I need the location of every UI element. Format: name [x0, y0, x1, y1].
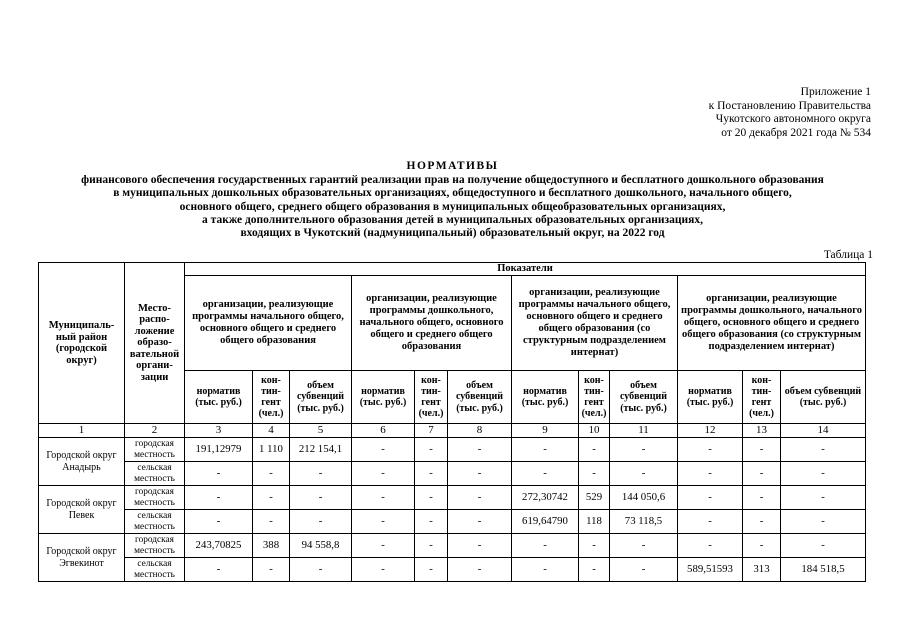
- location-cell: сельская местность: [125, 462, 185, 486]
- value-cell: -: [610, 462, 678, 486]
- value-cell: -: [352, 462, 415, 486]
- value-cell: -: [512, 462, 579, 486]
- header-location: Место-распо-ложение образо-вательной органи-зации: [125, 263, 185, 424]
- document-heading: [20, 160, 885, 240]
- heading-line: основного общего, среднего общего образования в муниципальных общеобразовательных организациях,: [179, 200, 726, 213]
- column-number: 1: [39, 424, 125, 438]
- heading-line: а также дополнительного образования детей в муниципальных образовательных организациях,: [202, 213, 703, 226]
- value-cell: -: [290, 510, 352, 534]
- column-number-row: [39, 424, 866, 438]
- column-number: 3: [185, 424, 253, 438]
- table-row: [39, 462, 866, 486]
- value-cell: -: [448, 558, 512, 582]
- value-cell: -: [512, 534, 579, 558]
- value-cell: -: [290, 558, 352, 582]
- value-cell: -: [743, 462, 781, 486]
- column-number: 4: [253, 424, 290, 438]
- value-cell: -: [610, 534, 678, 558]
- value-cell: -: [579, 534, 610, 558]
- header-group-1: организации, реализующие программы начального общего, основного общего и среднего общего образования: [185, 276, 352, 371]
- value-cell: -: [290, 486, 352, 510]
- value-cell: -: [448, 510, 512, 534]
- value-cell: 73 118,5: [610, 510, 678, 534]
- value-cell: 191,12979: [185, 438, 253, 462]
- value-cell: 1 110: [253, 438, 290, 462]
- column-number: 5: [290, 424, 352, 438]
- value-cell: 388: [253, 534, 290, 558]
- header-contingent: кон-тин-гент (чел.): [415, 371, 448, 424]
- value-cell: -: [290, 462, 352, 486]
- heading-line: финансового обеспечения государственных гарантий реализации прав на получение общедоступного и бесплатного дошкольного образования: [81, 174, 824, 187]
- location-cell: городская местность: [125, 438, 185, 462]
- column-number: 6: [352, 424, 415, 438]
- table-row: [39, 558, 866, 582]
- header-group-2: организации, реализующие программы дошкольного, начального общего, основного общего и среднего общего образования: [352, 276, 512, 371]
- value-cell: -: [743, 534, 781, 558]
- header-subvention: объем субвенций (тыс. руб.): [781, 371, 866, 424]
- value-cell: -: [678, 486, 743, 510]
- municipality-name: Городской округ Певек: [39, 486, 125, 534]
- table-row: [39, 510, 866, 534]
- header-contingent: кон-тин-гент (чел.): [579, 371, 610, 424]
- value-cell: -: [253, 558, 290, 582]
- value-cell: -: [415, 558, 448, 582]
- value-cell: -: [352, 558, 415, 582]
- value-cell: -: [579, 438, 610, 462]
- value-cell: -: [610, 438, 678, 462]
- value-cell: -: [448, 462, 512, 486]
- heading-title: НОРМАТИВЫ: [406, 160, 499, 172]
- column-number: 7: [415, 424, 448, 438]
- header-municipality: Муниципаль-ный район (городской округ): [39, 263, 125, 424]
- value-cell: -: [781, 462, 866, 486]
- appendix-block: [611, 86, 871, 140]
- location-cell: городская местность: [125, 534, 185, 558]
- value-cell: -: [415, 534, 448, 558]
- value-cell: 619,64790: [512, 510, 579, 534]
- value-cell: 212 154,1: [290, 438, 352, 462]
- header-contingent: кон-тин-гент (чел.): [743, 371, 781, 424]
- value-cell: -: [678, 462, 743, 486]
- column-number: 14: [781, 424, 866, 438]
- heading-line: входящих в Чукотский (надмуниципальный) образовательный округ, на 2022 год: [240, 227, 665, 240]
- value-cell: 243,70825: [185, 534, 253, 558]
- value-cell: -: [678, 534, 743, 558]
- table-row: [39, 486, 866, 510]
- value-cell: -: [781, 486, 866, 510]
- table-row: [39, 438, 866, 462]
- value-cell: -: [678, 510, 743, 534]
- table-label: Таблица 1: [823, 249, 873, 261]
- header-subvention: объем субвенций (тыс. руб.): [290, 371, 352, 424]
- municipality-name: Городской округ Анадырь: [39, 438, 125, 486]
- column-number: 8: [448, 424, 512, 438]
- value-cell: -: [781, 534, 866, 558]
- value-cell: 529: [579, 486, 610, 510]
- value-cell: -: [415, 510, 448, 534]
- value-cell: 94 558,8: [290, 534, 352, 558]
- appendix-line: к Постановлению Правительства: [708, 99, 871, 112]
- value-cell: -: [448, 438, 512, 462]
- value-cell: -: [512, 438, 579, 462]
- value-cell: -: [253, 462, 290, 486]
- value-cell: -: [512, 558, 579, 582]
- header-subvention: объем субвенций (тыс. руб.): [448, 371, 512, 424]
- header-norm: норматив (тыс. руб.): [185, 371, 253, 424]
- value-cell: 184 518,5: [781, 558, 866, 582]
- appendix-line: Приложение 1: [800, 86, 871, 98]
- value-cell: 272,30742: [512, 486, 579, 510]
- heading-line: в муниципальных дошкольных образовательных организациях, общедоступного и бесплатного дошкольного, начального общего,: [113, 187, 792, 200]
- value-cell: -: [579, 558, 610, 582]
- value-cell: -: [415, 438, 448, 462]
- column-number: 2: [125, 424, 185, 438]
- location-cell: сельская местность: [125, 558, 185, 582]
- value-cell: -: [743, 510, 781, 534]
- value-cell: -: [352, 510, 415, 534]
- table-body: [39, 438, 866, 582]
- value-cell: -: [448, 486, 512, 510]
- value-cell: -: [185, 462, 253, 486]
- value-cell: -: [743, 438, 781, 462]
- value-cell: -: [678, 438, 743, 462]
- table-row: [39, 534, 866, 558]
- column-number: 12: [678, 424, 743, 438]
- value-cell: -: [185, 510, 253, 534]
- column-number: 9: [512, 424, 579, 438]
- value-cell: -: [415, 462, 448, 486]
- column-number: 13: [743, 424, 781, 438]
- value-cell: -: [743, 486, 781, 510]
- value-cell: -: [610, 558, 678, 582]
- value-cell: -: [352, 534, 415, 558]
- header-subvention: объем субвенций (тыс. руб.): [610, 371, 678, 424]
- value-cell: -: [448, 534, 512, 558]
- header-norm: норматив (тыс. руб.): [512, 371, 579, 424]
- value-cell: -: [253, 486, 290, 510]
- value-cell: -: [185, 486, 253, 510]
- header-norm: норматив (тыс. руб.): [678, 371, 743, 424]
- norms-table: [38, 262, 866, 582]
- value-cell: -: [352, 438, 415, 462]
- location-cell: сельская местность: [125, 510, 185, 534]
- location-cell: городская местность: [125, 486, 185, 510]
- value-cell: -: [185, 558, 253, 582]
- value-cell: -: [781, 510, 866, 534]
- header-norm: норматив (тыс. руб.): [352, 371, 415, 424]
- column-number: 11: [610, 424, 678, 438]
- header-contingent: кон-тин-гент (чел.): [253, 371, 290, 424]
- municipality-name: Городской округ Эгвекинот: [39, 534, 125, 582]
- column-number: 10: [579, 424, 610, 438]
- value-cell: 313: [743, 558, 781, 582]
- value-cell: -: [781, 438, 866, 462]
- value-cell: 144 050,6: [610, 486, 678, 510]
- appendix-line: Чукотского автономного округа: [715, 113, 871, 125]
- header-indicators: Показатели: [185, 263, 866, 276]
- value-cell: 118: [579, 510, 610, 534]
- header-group-3: организации, реализующие программы начального общего, основного общего и среднего общего образования (со структурным подразделением интернат): [512, 276, 678, 371]
- value-cell: -: [415, 486, 448, 510]
- appendix-line: от 20 декабря 2021 года № 534: [721, 126, 871, 139]
- value-cell: -: [253, 510, 290, 534]
- value-cell: -: [579, 462, 610, 486]
- value-cell: 589,51593: [678, 558, 743, 582]
- header-group-4: организации, реализующие программы дошкольного, начального общего, основного общего и среднего общего образования (со структурным подразделением интернат): [678, 276, 866, 371]
- value-cell: -: [352, 486, 415, 510]
